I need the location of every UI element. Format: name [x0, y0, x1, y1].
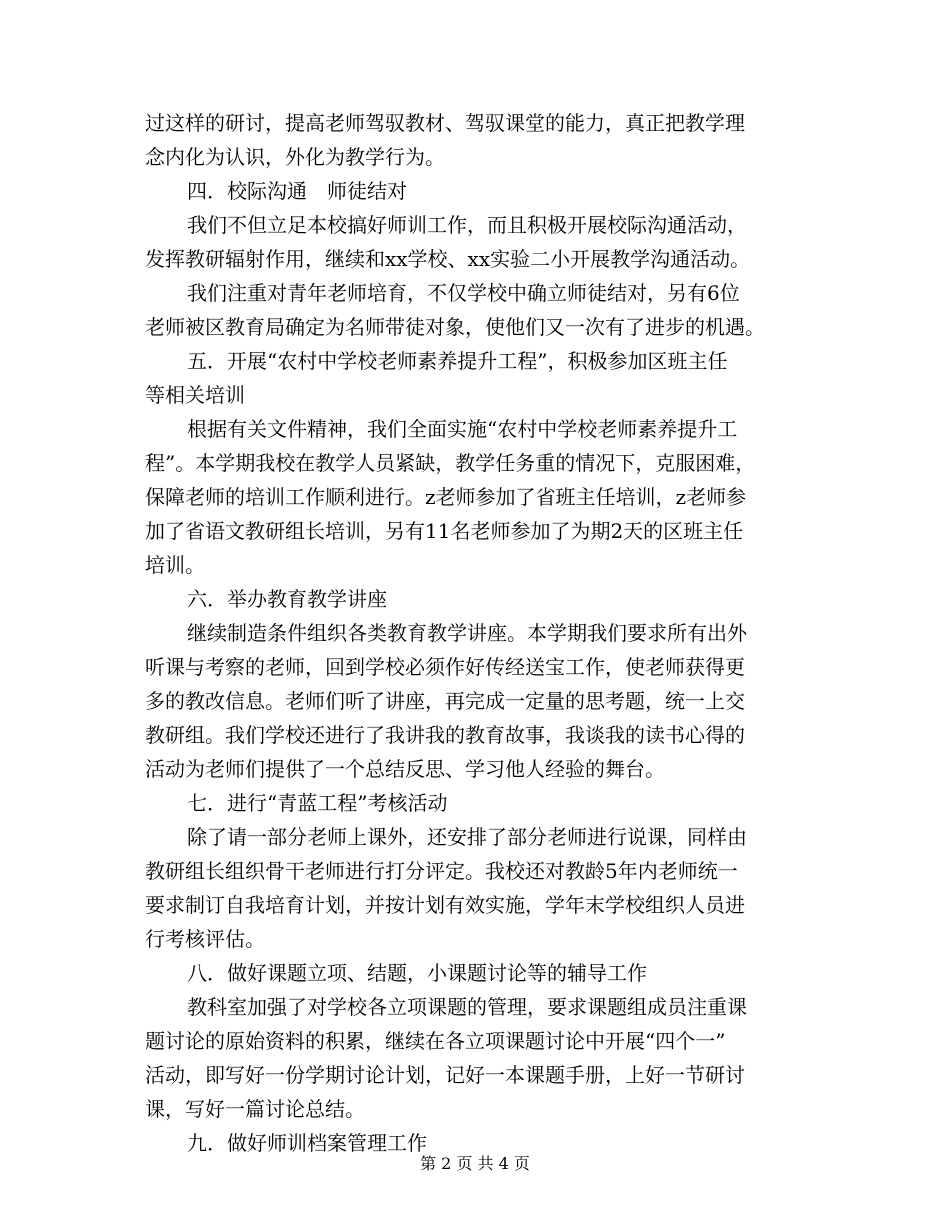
text-line: 加了省语文教研组长培训，另有11名老师参加了为期2天的区班主任 [145, 519, 744, 543]
text-line: 我们注重对青年老师培育，不仅学校中确立师徒结对，另有6位 [187, 281, 740, 305]
text-line: 教科室加强了对学校各立项课题的管理，要求课题组成员注重课 [187, 995, 747, 1019]
text-line: 继续制造条件组织各类教育教学讲座。本学期我们要求所有出外 [187, 621, 747, 645]
text-line: 程”。本学期我校在教学人员紧缺，教学任务重的情况下，克服困难， [145, 451, 756, 475]
text-line: 培训。 [145, 553, 205, 577]
section-heading: 五．开展“农村中学校老师素养提升工程”，积极参加区班主任 [187, 349, 728, 373]
text-line: 根据有关文件精神，我们全面实施“农村中学校老师素养提升工 [187, 417, 738, 441]
page-footer: 第 2 页 共 4 页 [420, 1154, 530, 1173]
document-body [145, 106, 805, 1160]
text-line: 念内化为认识，外化为教学行为。 [145, 145, 445, 169]
text-line: 活动为老师们提供了一个总结反思、学习他人经验的舞台。 [145, 757, 665, 781]
text-line: 老师被区教育局确定为名师带徒对象，使他们又一次有了进步的机遇。 [145, 315, 765, 339]
section-heading: 四．校际沟通 师徒结对 [187, 179, 407, 203]
text-line: 课，写好一篇讨论总结。 [145, 1097, 365, 1121]
section-heading: 九．做好师训档案管理工作 [187, 1131, 427, 1155]
text-line: 要求制订自我培育计划，并按计划有效实施，学年末学校组织人员进 [145, 893, 745, 917]
section-heading: 七．进行“青蓝工程”考核活动 [187, 791, 448, 815]
text-line: 多的教改信息。老师们听了讲座，再完成一定量的思考题，统一上交 [145, 689, 745, 713]
text-line: 发挥教研辐射作用，继续和xx学校、xx实验二小开展教学沟通活动。 [145, 247, 751, 271]
text-line: 听课与考察的老师，回到学校必须作好传经送宝工作，使老师获得更 [145, 655, 745, 679]
text-line: 我们不但立足本校搞好师训工作，而且积极开展校际沟通活动， [187, 213, 747, 237]
text-line: 活动，即写好一份学期讨论计划，记好一本课题手册，上好一节研讨 [145, 1063, 745, 1087]
section-heading: 六．举办教育教学讲座 [187, 587, 387, 611]
text-line: 过这样的研讨，提高老师驾驭教材、驾驭课堂的能力，真正把教学理 [145, 111, 745, 135]
text-line: 行考核评估。 [145, 927, 265, 951]
text-line: 题讨论的原始资料的积累，继续在各立项课题讨论中开展“四个一” [145, 1029, 726, 1053]
text-line: 除了请一部分老师上课外，还安排了部分老师进行说课，同样由 [187, 825, 747, 849]
text-line: 保障老师的培训工作顺利进行。z老师参加了省班主任培训，z老师参 [145, 485, 747, 509]
text-line: 教研组。我们学校还进行了我讲我的教育故事，我谈我的读书心得的 [145, 723, 745, 747]
section-heading-cont: 等相关培训 [145, 383, 245, 407]
section-heading: 八．做好课题立项、结题，小课题讨论等的辅导工作 [187, 961, 647, 985]
text-line: 教研组长组织骨干老师进行打分评定。我校还对教龄5年内老师统一 [145, 859, 738, 883]
